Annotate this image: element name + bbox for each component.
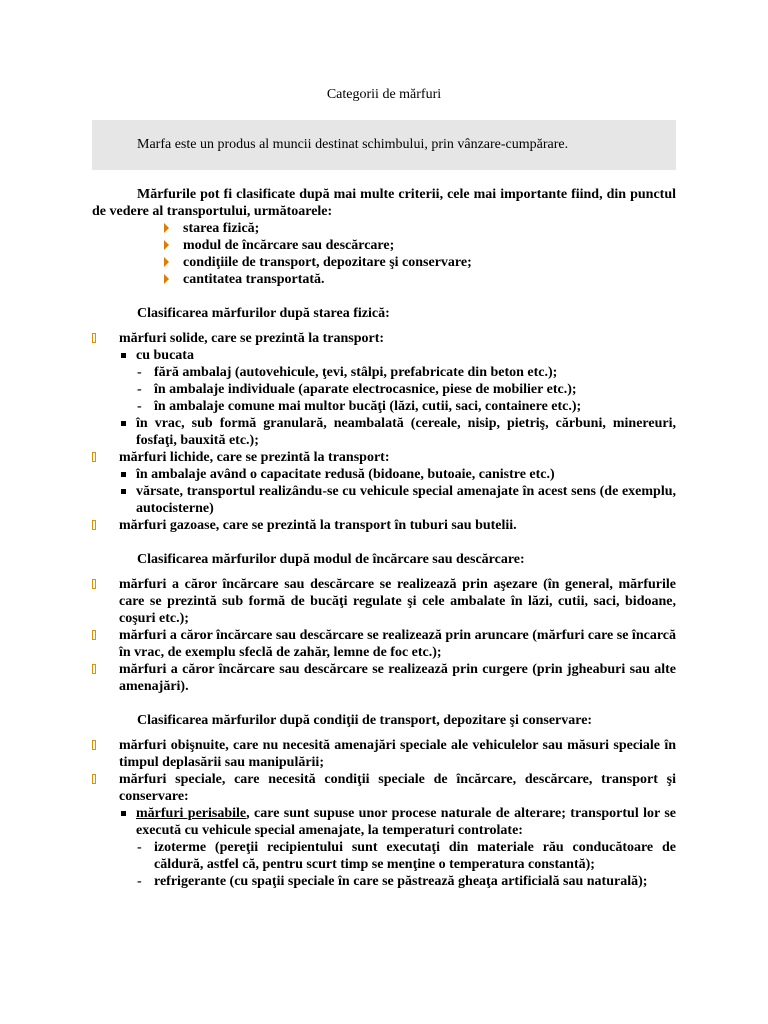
list-item: mărfuri speciale, care necesită condiţii speciale de încărcare, descărcare, transport şi conservare: bbox=[92, 771, 676, 805]
definition-box bbox=[92, 120, 676, 170]
list-item: modul de încărcare sau descărcare; bbox=[161, 237, 676, 254]
square-bullet-icon bbox=[121, 811, 126, 816]
list-item: mărfuri a căror încărcare sau descărcare se realizează prin aşezare (în general, mărfurile care se prezintă sub formă de bucăţi regulate şi cele ambalate în lăzi, cutii, saci, bidoane, coşuri etc.); bbox=[92, 576, 676, 627]
section-heading: Clasificarea mărfurilor după condiţii de transport, depozitare şi conservare: bbox=[137, 713, 593, 728]
list-item: - fără ambalaj (autovehicule, ţevi, stâlpi, prefabricate din beton etc.); bbox=[137, 365, 558, 380]
arrow-bullet-icon bbox=[164, 223, 169, 233]
square-bullet-icon bbox=[121, 472, 126, 477]
section-heading: Clasificarea mărfurilor după modul de încărcare sau descărcare: bbox=[137, 552, 525, 567]
arrow-bullet-icon bbox=[164, 274, 169, 284]
square-bullet-icon bbox=[121, 489, 126, 494]
criteria-list bbox=[161, 220, 676, 288]
document-body bbox=[92, 186, 676, 890]
square-bullet-icon bbox=[121, 353, 126, 358]
bullet-icon bbox=[92, 664, 96, 674]
list-item: - în ambalaje comune mai multor bucăţi (lăzi, cutii, saci, containere etc.); bbox=[137, 399, 582, 414]
list-item: mărfuri a căror încărcare sau descărcare se realizează prin aruncare (mărfuri care se încarcă în vrac, de exemplu sfeclă de zahăr, lemne de foc etc.); bbox=[92, 627, 676, 661]
list-item: în ambalaje având o capacitate redusă (bidoane, butoaie, canistre etc.) bbox=[92, 466, 676, 483]
intro-paragraph: Mărfurile pot fi clasificate după mai multe criterii, cele mai importante fiind, din punctul de vedere al transportului, următoarele: bbox=[92, 187, 676, 219]
list-item: - în ambalaje individuale (aparate electrocasnice, piese de mobilier etc.); bbox=[137, 382, 577, 397]
square-bullet-icon bbox=[121, 421, 126, 426]
list-item: mărfuri a căror încărcare sau descărcare se realizează prin curgere (prin jgheaburi sau alte amenajări). bbox=[92, 661, 676, 695]
bullet-icon bbox=[92, 579, 96, 589]
list-item: mărfuri solide, care se prezintă la transport: bbox=[92, 330, 676, 347]
list-item: în vrac, sub formă granulară, neambalată (cereale, nisip, pietriş, cărbuni, minereuri, fosfaţi, bauxită etc.); bbox=[92, 415, 676, 449]
list-item: mărfuri lichide, care se prezintă la transport: bbox=[92, 449, 676, 466]
bullet-icon bbox=[92, 452, 96, 462]
bullet-icon bbox=[92, 740, 96, 750]
page-title: Categorii de mărfuri bbox=[326, 87, 442, 102]
perishable-term: mărfuri perisabile bbox=[136, 806, 247, 821]
list-item: - izoterme (pereţii recipientului sunt executaţi din materiale rău conducătoare de căldură, astfel că, pentru scurt timp se menţine o temperatura constantă); bbox=[137, 840, 676, 872]
list-item: mărfuri gazoase, care se prezintă la transport în tuburi sau butelii. bbox=[92, 517, 676, 534]
list-item: cantitatea transportată. bbox=[161, 271, 676, 288]
list-item: - refrigerante (cu spaţii speciale în care se păstrează gheaţa artificială sau naturală); bbox=[137, 874, 648, 889]
list-item: starea fizică; bbox=[161, 220, 676, 237]
arrow-bullet-icon bbox=[164, 240, 169, 250]
list-item: mărfuri obişnuite, care nu necesită amenajări speciale ale vehiculelor sau măsuri speciale în timpul deplasării sau manipulării; bbox=[92, 737, 676, 771]
bullet-icon bbox=[92, 520, 96, 530]
arrow-bullet-icon bbox=[164, 257, 169, 267]
list-item: mărfuri perisabile, care sunt supuse unor procese naturale de alterare; transportul lor se execută cu vehicule special amenajate, la temperaturi controlate: bbox=[92, 805, 676, 839]
bullet-icon bbox=[92, 774, 96, 784]
list-item: condiţiile de transport, depozitare şi conservare; bbox=[161, 254, 676, 271]
section-heading: Clasificarea mărfurilor după starea fizică: bbox=[137, 306, 390, 321]
bullet-icon bbox=[92, 333, 96, 343]
definition-text: Marfa este un produs al muncii destinat schimbului, prin vânzare-cumpărare. bbox=[137, 137, 569, 152]
bullet-icon bbox=[92, 630, 96, 640]
list-item: cu bucata bbox=[92, 347, 676, 364]
list-item: vărsate, transportul realizându-se cu vehicule special amenajate în acest sens (de exemplu, autocisterne) bbox=[92, 483, 676, 517]
